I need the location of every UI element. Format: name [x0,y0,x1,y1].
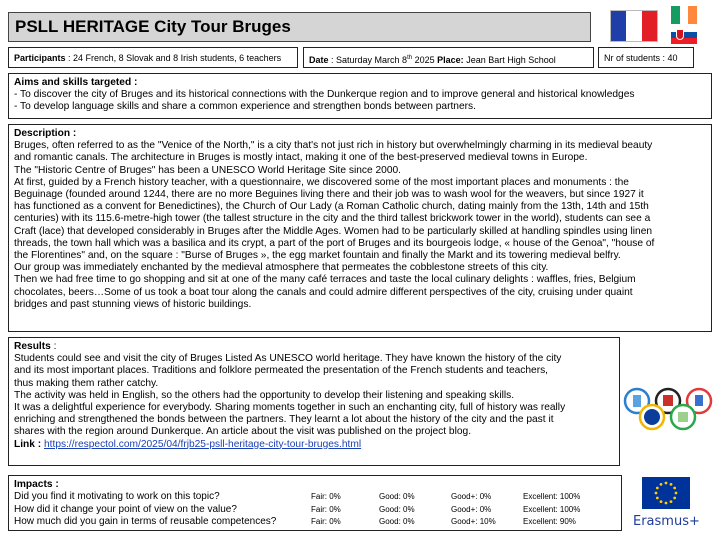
title-bar [8,12,591,42]
impact-question: Did you find it motivating to work on this topic? [14,491,220,503]
date-value: Saturday March 8 [336,55,408,65]
impact-goodplus: Good+: 0% [451,492,492,502]
description-line: The "Historic Centre of Bruges" has been a UNESCO World Heritage Site since 2000. [14,164,401,176]
students-count-box: Nr of students : 40 [598,47,694,68]
france-flag-icon [610,10,658,42]
participants-value: 24 French, 8 Slovak and 8 Irish students, 6 teachers [73,53,282,63]
description-line: Then we had free time to go shopping and sit at one of the many café terraces and taste the local culinary delights : waffles, fries, Belgium [14,274,636,286]
link-label: Link : [14,438,42,450]
results-line: shares with the region around Dunkerque. An article about the visit was published on the project blog. [14,426,472,438]
date-suffix: th [407,55,413,61]
results-line: It was a delightful experience for everybody. Sharing moments together in such an enchanting city, full of history was really [14,402,566,414]
description-line: Beguinage (founded around 1244, there are no more Beguines living there and their job was to wash wool for the weavers, but since 1927 it [14,189,644,201]
eu-star [675,492,678,495]
eu-star [660,483,663,486]
impact-excellent: Excellent: 100% [523,492,581,502]
results-section [8,337,620,466]
impact-fair: Fair: 0% [311,504,341,514]
impact-fair: Fair: 0% [311,517,341,527]
date-box: Date : Saturday March 8th 2025 Place: Jean Bart High School [303,47,594,68]
description-line: threads, the town hall which was a basilica and its crypt, a part of the port of Bruges and its bourgeois lodge, « house of the Genoa", "house of [14,237,655,249]
eu-flag-icon [642,477,690,509]
results-line: enriching and strengthened the bonds between the partners. They learnt a lot about the history of the city and the past it [14,414,554,426]
impacts-table [14,491,580,529]
students-value: 40 [667,53,678,63]
results-heading-suffix: : [50,341,57,352]
results-line: and its most important places. Traditions and folklore permeated the presentation of the French students and teachers, [14,365,549,377]
aims-line: - To discover the city of Bruges and its historical connections with the Dunkerque region and to improve general and historical knowledges [14,89,635,101]
participants-box: Participants : 24 French, 8 Slovak and 8 Irish students, 6 teachers [8,47,298,68]
results-line: The activity was held in English, so the others had the opportunity to develop their listening and speaking skills. [14,389,515,401]
description-line: bridges and past stunning views of historic buildings. [14,298,252,310]
impact-excellent: Excellent: 100% [523,504,581,514]
impact-good: Good: 0% [379,504,415,514]
results-heading: Results [14,341,51,352]
impact-goodplus: Good+: 10% [451,517,496,527]
description-line: Craft (lace) that developed considerably in Bruges after the Middle Ages. Women had to be particularly skilled at handling spindles using linen [14,225,653,237]
impact-row [14,516,580,529]
impacts-heading: Impacts : [14,479,59,490]
place-label: Place: [437,55,464,65]
impacts-section [8,475,622,531]
date-year: 2025 [414,55,435,65]
description-line: At first, guided by a French history teacher, with a questionnaire, we discovered some of the most important places and monuments : the [14,176,629,188]
description-line: the Florentines" and, on the square : "Burse of Bruges », the egg market fountain and finally the Markt and its towering medieval belfry. [14,250,621,262]
eu-star [670,500,673,503]
impact-excellent: Excellent: 90% [523,517,576,527]
erasmus-plus-logo: Erasmus+ [633,514,700,529]
eu-star [673,497,676,500]
impact-good: Good: 0% [379,492,415,502]
description-line: Bruges, often referred to as the "Venice of the North," is a city that's not just rich in history but overwhelmingly charming in its medieval beauty [14,140,653,152]
description-heading: Description : [14,128,77,139]
page-title: PSLL HERITAGE City Tour Bruges [15,17,291,36]
impact-row [14,504,580,517]
description-line: chocolates, beers…Some of us took a boat tour along the canals and could admire different perspectives of the city, cruising under quaint [14,286,633,298]
slovakia-flag-icon [671,26,697,44]
impact-question: How did it change your point of view on the value? [14,503,237,515]
eu-star [660,500,663,503]
eu-star [670,483,673,486]
project-rings-logo [621,386,716,436]
participants-label: Participants [14,53,66,63]
description-section [8,124,712,332]
aims-line: - To develop language skills and share a common experience and strengthen bonds between partners. [14,101,476,113]
blog-article-link[interactable]: https://respectol.com/2025/04/frjb25-psll-heritage-city-tour-bruges.html [44,438,362,450]
eu-star [656,497,659,500]
impact-fair: Fair: 0% [311,492,341,502]
eu-star [665,482,668,485]
description-line: has functioned as a convent for Benedictines), the Church of Our Lady (a Roman Catholic church, dating mainly from the 13th, 14th and 15th [14,201,649,213]
aims-heading: Aims and skills targeted : [14,77,138,88]
eu-star [673,487,676,490]
eu-star [665,502,668,505]
students-label: Nr of students [604,53,661,63]
results-line: thus making them rather catchy. [14,377,159,389]
impact-row [14,491,580,504]
description-line: and romantic canals. The architecture in Bruges is mostly intact, making it one of the best-preserved medieval towns in Europe. [14,152,588,164]
ireland-flag-icon [671,6,697,24]
impact-question: How much did you gain in terms of reusable competences? [14,516,277,528]
description-line: Our group was immediately enchanted by the medieval atmosphere that permeates the cobblestone streets of this city. [14,262,549,274]
eu-star [656,487,659,490]
impact-goodplus: Good+: 0% [451,504,492,514]
eu-star [655,492,658,495]
aims-section [8,73,712,119]
description-line: centuries) with its 115.6-metre-high tower (the tallest structure in the city and the third tallest brickwork tower in the world), students can see a [14,213,651,225]
place-value: Jean Bart High School [466,55,556,65]
impact-good: Good: 0% [379,517,415,527]
results-line: Students could see and visit the city of Bruges Listed As UNESCO world heritage. They have known the history of the city [14,353,562,365]
date-label: Date [309,55,329,65]
